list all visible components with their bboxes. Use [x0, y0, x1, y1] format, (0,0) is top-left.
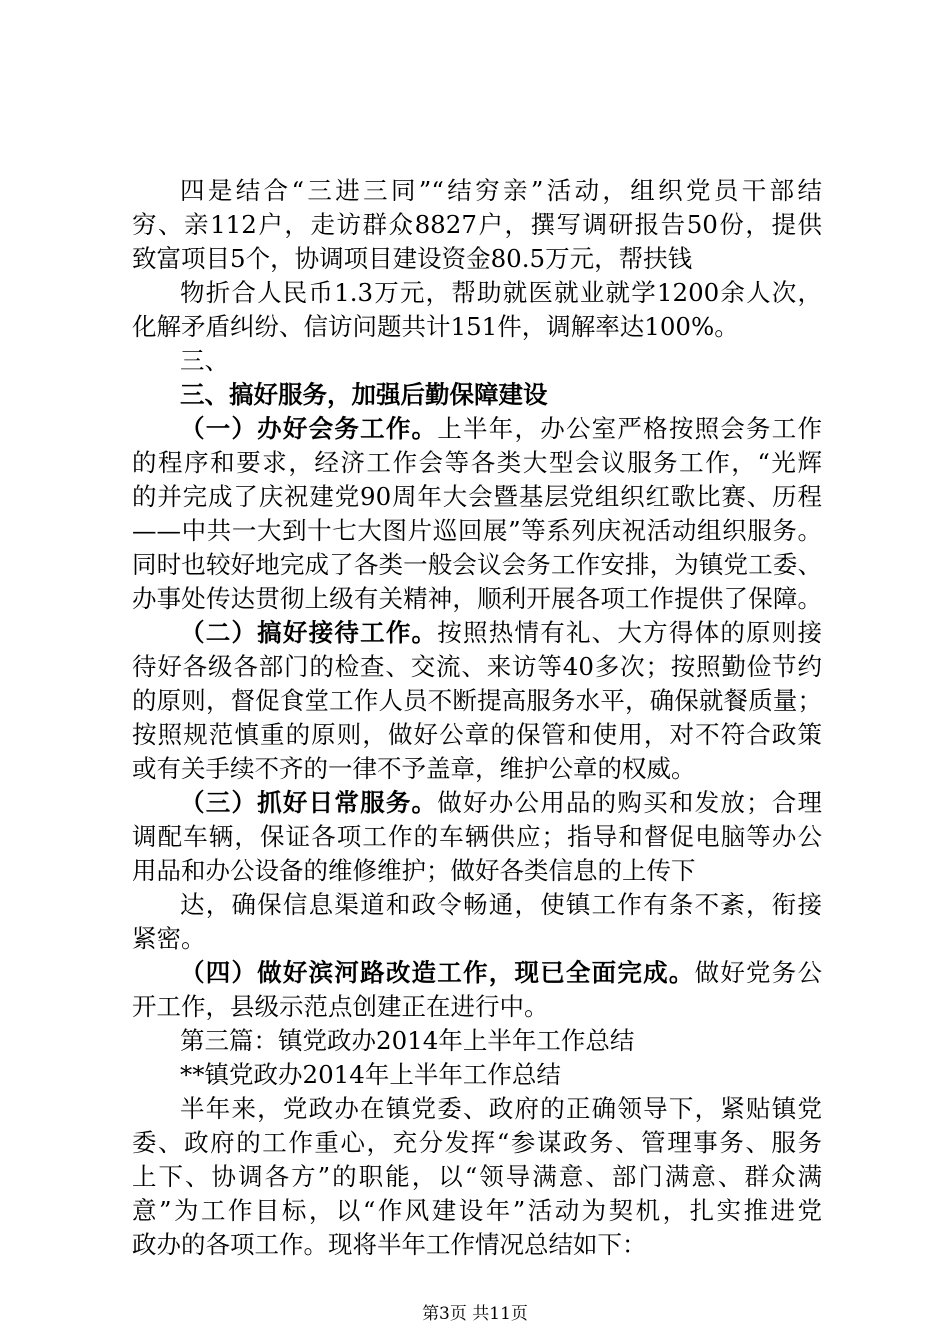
- text-line: ——中共一大到十七大图片巡回展”等系列庆祝活动组织服务。: [132, 516, 822, 545]
- subheading: （一）办好会务工作。: [180, 414, 438, 443]
- text-line: [180, 616, 822, 650]
- text-line: 四是结合“三进三同”“结穷亲”活动，组织党员干部结: [180, 176, 822, 205]
- text-span: 按照热情有礼、大方得体的原则接: [437, 618, 823, 647]
- text-line: 办事处传达贯彻上级有关精神，顺利开展各项工作提供了保障。: [132, 584, 822, 613]
- text-line: 委、政府的工作重心，充分发挥“参谋政务、管理事务、服务: [132, 1128, 822, 1157]
- section-title: 第三篇：镇党政办2014年上半年工作总结: [180, 1026, 635, 1055]
- text-line: 的并完成了庆祝建党90周年大会暨基层党组织红歌比赛、历程: [132, 482, 822, 511]
- text-line: 达，确保信息渠道和政令畅通，使镇工作有条不紊，衔接: [180, 890, 822, 919]
- text-span: 做好办公用品的购买和发放；合理: [437, 788, 823, 817]
- subheading: （四）做好滨河路改造工作，现已全面完成。: [180, 958, 695, 987]
- text-line: 化解矛盾纠纷、信访问题共计151件，调解率达100%。: [132, 312, 739, 341]
- section-subtitle: **镇党政办2014年上半年工作总结: [180, 1060, 561, 1089]
- text-line: 的原则，督促食堂工作人员不断提高服务水平，确保就餐质量；: [132, 686, 822, 715]
- section-heading: 三、搞好服务，加强后勤保障建设: [180, 380, 548, 409]
- text-line: 按照规范慎重的原则，做好公章的保管和使用，对不符合政策: [132, 720, 822, 749]
- text-line: 物折合人民币1.3万元，帮助就医就业就学1200余人次，: [180, 278, 822, 307]
- text-line: [180, 412, 822, 446]
- text-line: 开工作，县级示范点创建正在进行中。: [132, 992, 549, 1021]
- text-line: [180, 786, 822, 820]
- text-line: 上下、协调各方”的职能，以“领导满意、部门满意、群众满: [132, 1162, 822, 1191]
- text-line: 意”为工作目标，以“作风建设年”活动为契机，扎实推进党: [132, 1196, 822, 1225]
- text-line: 政办的各项工作。现将半年工作情况总结如下：: [132, 1230, 647, 1259]
- page-footer: 第3页 共11页: [422, 1304, 528, 1324]
- text-line: 或有关手续不齐的一律不予盖章，维护公章的权威。: [132, 754, 696, 783]
- text-line: 待好各级各部门的检查、交流、来访等40多次；按照勤俭节约: [132, 652, 822, 681]
- text-line: [180, 956, 822, 990]
- text-line: 的程序和要求，经济工作会等各类大型会议服务工作，“光辉: [132, 448, 822, 477]
- subheading: （三）抓好日常服务。: [180, 788, 438, 817]
- text-line: 半年来，党政办在镇党委、政府的正确领导下，紧贴镇党: [180, 1094, 822, 1123]
- text-line: 穷、亲112户，走访群众8827户，撰写调研报告50份，提供: [132, 210, 822, 239]
- text-line: 紧密。: [132, 924, 206, 953]
- text-line: 三、: [180, 346, 229, 375]
- text-span: 做好党务公: [694, 958, 823, 987]
- subheading: （二）搞好接待工作。: [180, 618, 438, 647]
- text-line: 用品和办公设备的维修维护；做好各类信息的上传下: [132, 856, 696, 885]
- text-line: 调配车辆，保证各项工作的车辆供应；指导和督促电脑等办公: [132, 822, 822, 851]
- text-line: 致富项目5个，协调项目建设资金80.5万元，帮扶钱: [132, 244, 693, 273]
- text-line: 同时也较好地完成了各类一般会议会务工作安排，为镇党工委、: [132, 550, 822, 579]
- text-span: 上半年，办公室严格按照会务工作: [437, 414, 823, 443]
